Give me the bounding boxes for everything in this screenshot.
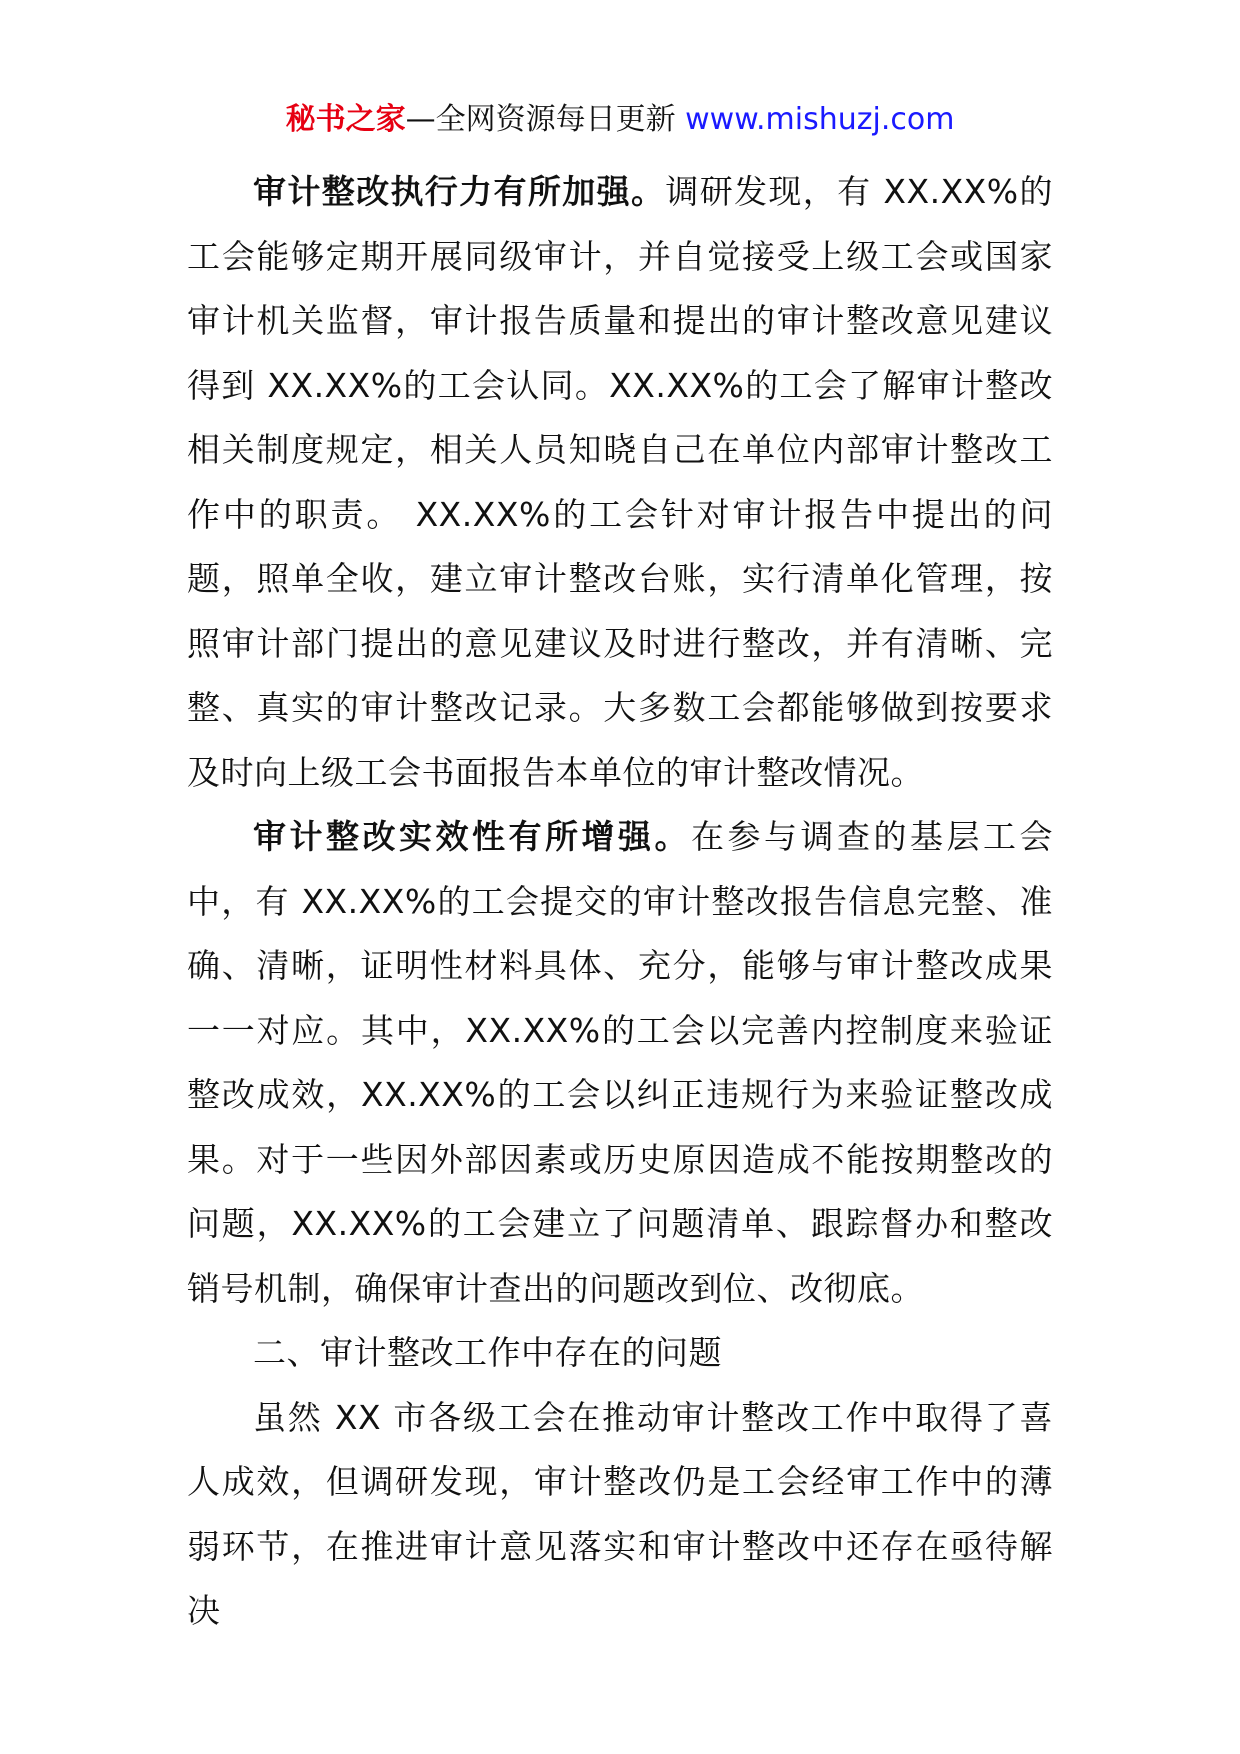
- paragraph-lead: 审计整改实效性有所增强。: [253, 817, 691, 856]
- site-brand: 秘书之家: [285, 102, 406, 137]
- paragraph-text: 在参与调查的基层工会中，有 XX.XX%的工会提交的审计整改报告信息完整、准确、清晰，证明性材料具体、充分，能够与审计整改成果一一对应。其中，XX.XX%的工会以完善内控制度来验证整改成效，XX.XX%的工会以纠正违规行为来验证整改成果。对于一些因外部因素或历史原因造成不能按期整改的问题，XX.XX%的工会建立了问题清单、跟踪督办和整改销号机制，确保审计查出的问题改到位、改彻底。: [187, 817, 1053, 1308]
- paragraph-text: 虽然 XX 市各级工会在推动审计整改工作中取得了喜人成效，但调研发现，审计整改仍是工会经审工作中的薄弱环节，在推进审计意见落实和审计整改中还存在亟待解决: [187, 1397, 1053, 1630]
- paragraph-lead: 审计整改执行力有所加强。: [253, 172, 666, 211]
- document-body: [187, 160, 1053, 1644]
- site-header: [0, 100, 1240, 140]
- site-url-link[interactable]: www.mishuzj.com: [685, 102, 955, 137]
- section-heading-text: 二、审计整改工作中存在的问题: [253, 1333, 722, 1372]
- paragraph-effectiveness: [187, 805, 1053, 1321]
- site-tagline: —全网资源每日更新: [405, 102, 676, 137]
- section-heading: [187, 1321, 1053, 1386]
- paragraph-execution: [187, 160, 1053, 805]
- paragraph-problems: [187, 1386, 1053, 1644]
- paragraph-text: 调研发现，有 XX.XX%的工会能够定期开展同级审计，并自觉接受上级工会或国家审计机关监督，审计报告质量和提出的审计整改意见建议得到 XX.XX%的工会认同。XX.XX%的工会了解审计整改相关制度规定，相关人员知晓自己在单位内部审计整改工作中的职责。 XX.XX%的工会针对审计报告中提出的问题，照单全收，建立审计整改台账，实行清单化管理，按照审计部门提出的意见建议及时进行整改，并有清晰、完整、真实的审计整改记录。大多数工会都能够做到按要求及时向上级工会书面报告本单位的审计整改情况。: [187, 172, 1054, 792]
